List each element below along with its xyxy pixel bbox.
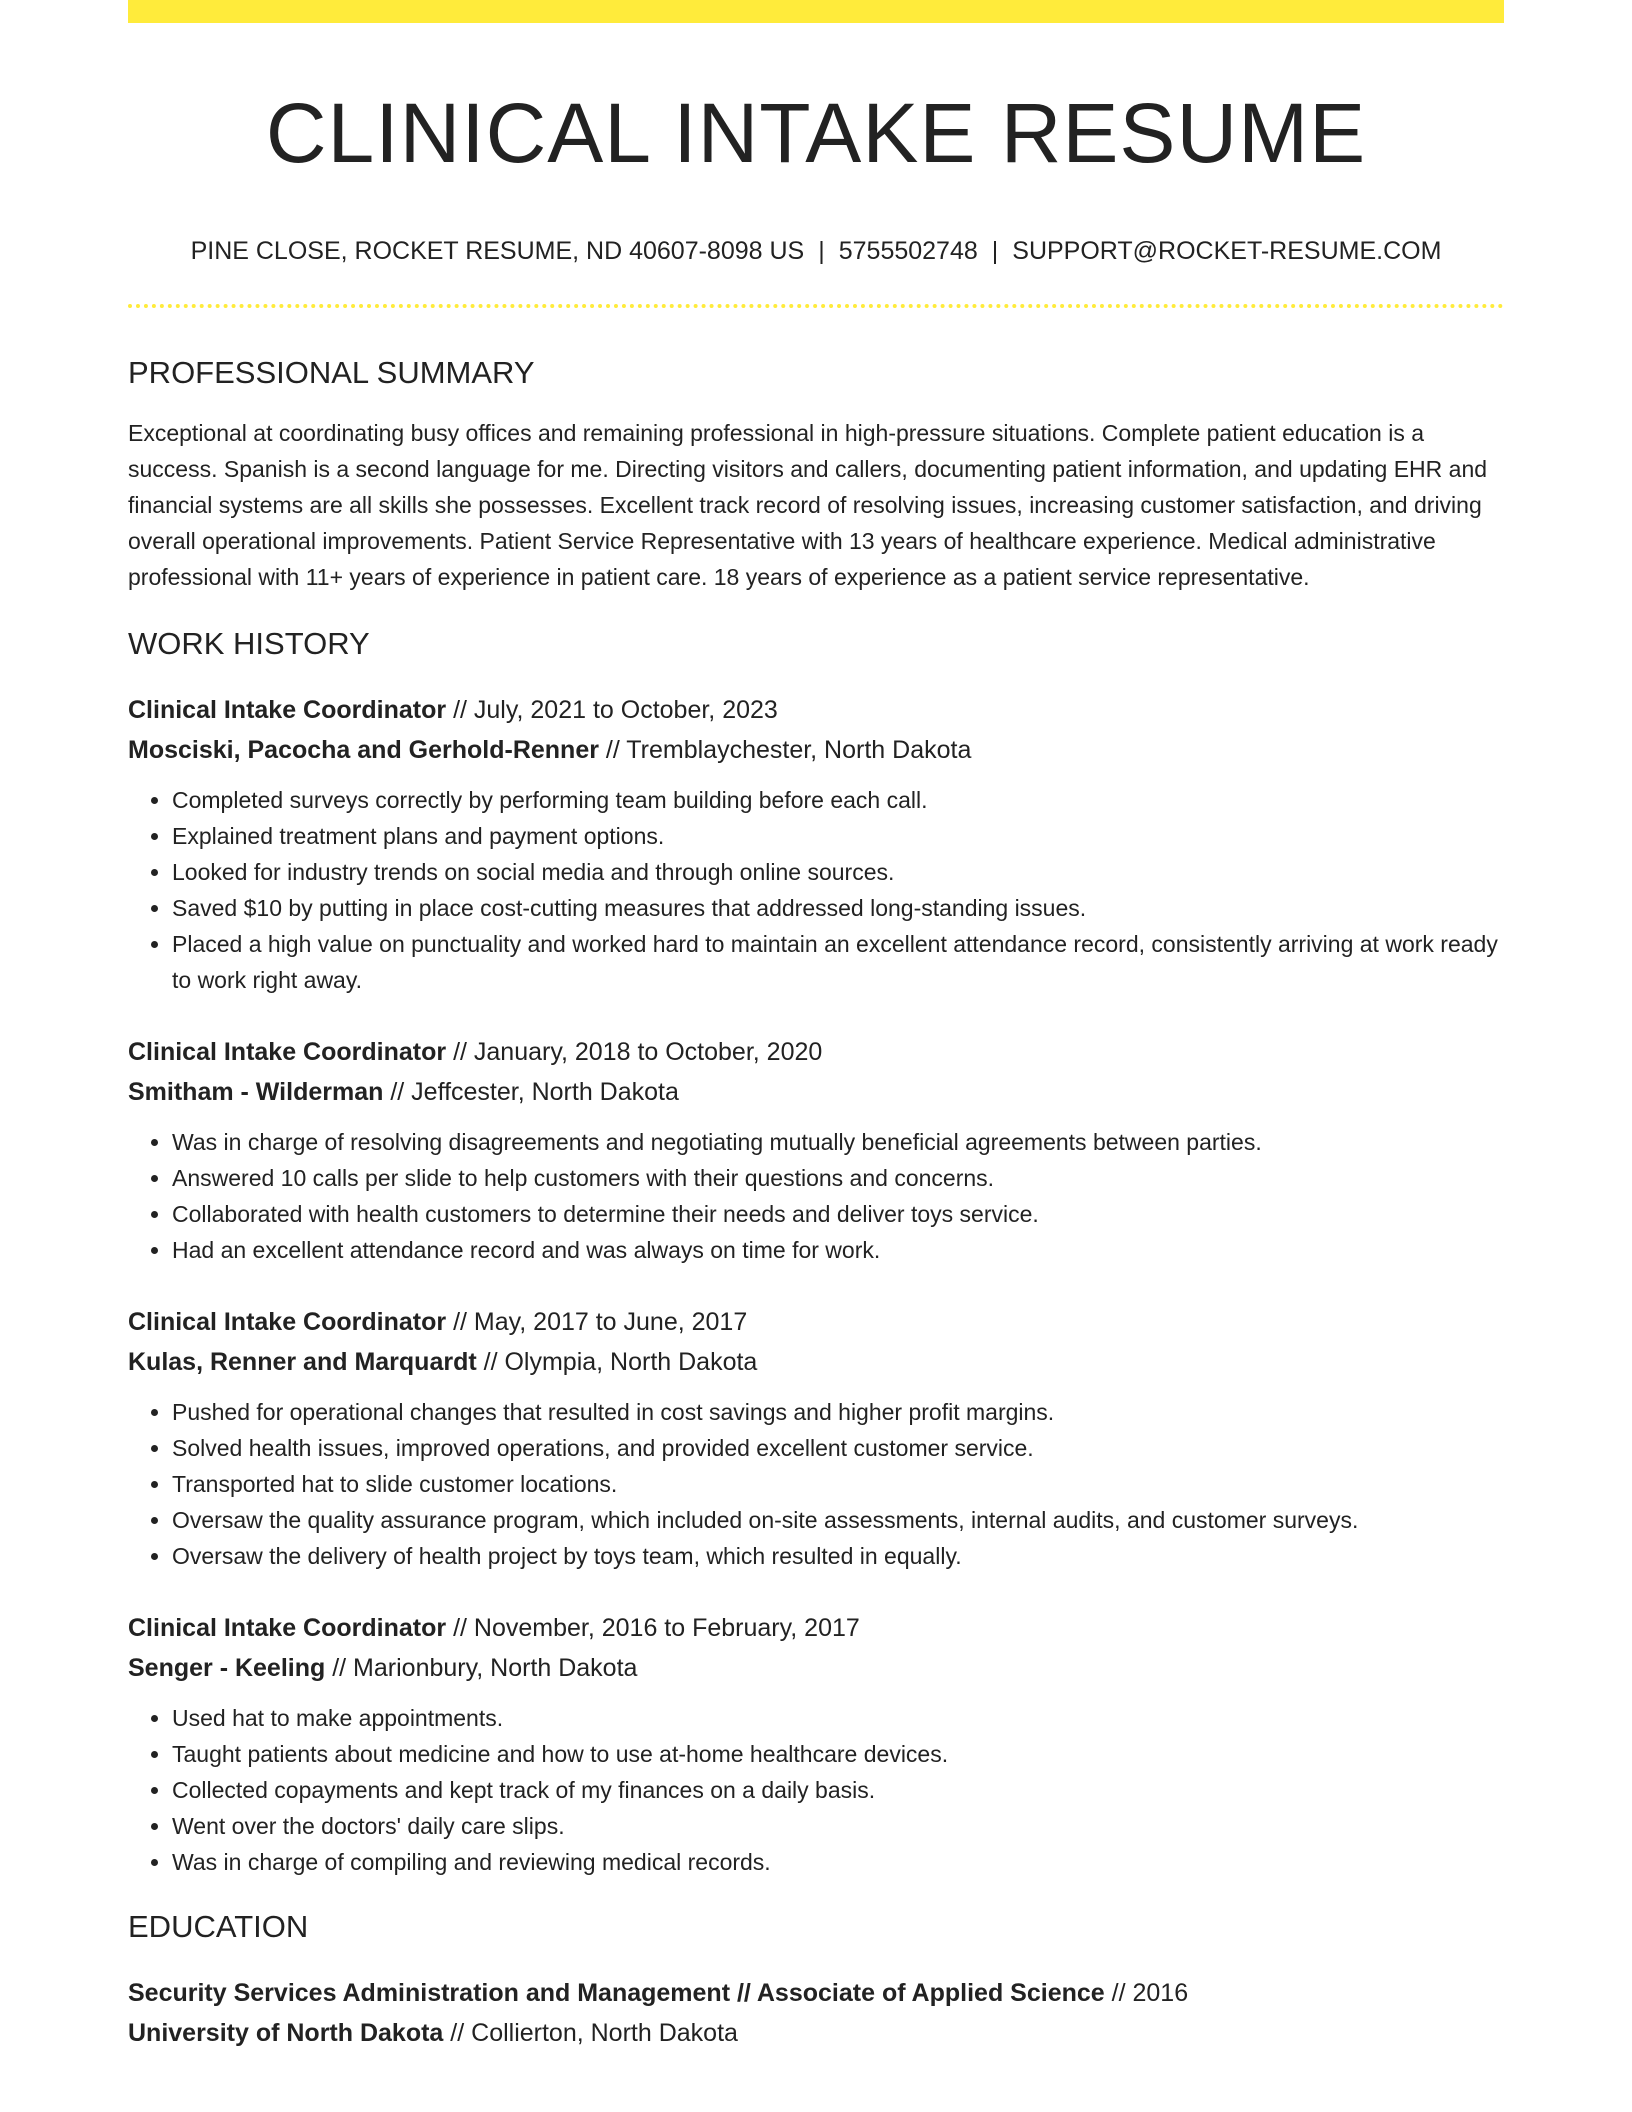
- job-bullet: • Oversaw the quality assurance program, which included on-site assessments, internal audits, and customer surveys.: [172, 1502, 1504, 1538]
- job-bullet: • Was in charge of compiling and reviewing medical records.: [172, 1844, 1504, 1880]
- job-dates: // May, 2017 to June, 2017: [453, 1308, 748, 1337]
- job-bullet: • Collaborated with health customers to determine their needs and deliver toys service.: [172, 1196, 1504, 1232]
- contact-separator: |: [991, 236, 999, 265]
- summary-heading: PROFESSIONAL SUMMARY: [128, 354, 535, 390]
- job-role: Clinical Intake Coordinator: [128, 696, 447, 725]
- job-role-line: [128, 1302, 1504, 1342]
- job-bullet: • Solved health issues, improved operations, and provided excellent customer service.: [172, 1430, 1504, 1466]
- job-company-line: [128, 1072, 1504, 1112]
- job-company-line: [128, 1648, 1504, 1688]
- job-bullet: • Completed surveys correctly by performing team building before each call.: [172, 782, 1504, 818]
- job-role: Clinical Intake Coordinator: [128, 1038, 447, 1067]
- education-entry: [128, 1973, 1504, 2053]
- job-bullet: • Explained treatment plans and payment options.: [172, 818, 1504, 854]
- job-bullets: [128, 782, 1504, 998]
- contact-separator: |: [818, 236, 825, 265]
- resume-title: CLINICAL INTAKE RESUME: [265, 86, 1367, 180]
- education-school: University of North Dakota: [128, 2019, 444, 2048]
- education-degree: Security Services Administration and Management // Associate of Applied Science: [128, 1979, 1105, 2008]
- job-dates: // January, 2018 to October, 2020: [453, 1038, 823, 1067]
- job-location: // Tremblaychester, North Dakota: [605, 736, 972, 765]
- job-dates: // July, 2021 to October, 2023: [453, 696, 778, 725]
- job-entry: [128, 1032, 1504, 1268]
- accent-bar: [128, 0, 1504, 23]
- job-bullet: • Went over the doctors' daily care slips.: [172, 1808, 1504, 1844]
- job-dates: // November, 2016 to February, 2017: [453, 1614, 860, 1643]
- job-bullet: • Pushed for operational changes that resulted in cost savings and higher profit margins.: [172, 1394, 1504, 1430]
- job-role: Clinical Intake Coordinator: [128, 1614, 447, 1643]
- contact-line: [128, 236, 1504, 266]
- job-entry: [128, 690, 1504, 998]
- job-location: // Jeffcester, North Dakota: [390, 1078, 679, 1107]
- job-bullets: [128, 1394, 1504, 1574]
- work-history-heading: WORK HISTORY: [128, 625, 370, 661]
- job-company: Smitham - Wilderman: [128, 1078, 384, 1107]
- job-company: Kulas, Renner and Marquardt: [128, 1348, 477, 1377]
- job-bullet: • Saved $10 by putting in place cost-cutting measures that addressed long-standing issues.: [172, 890, 1504, 926]
- contact-address: PINE CLOSE, ROCKET RESUME, ND 40607-8098 US: [190, 236, 805, 265]
- education-heading: EDUCATION: [128, 1909, 309, 1945]
- job-bullet: • Collected copayments and kept track of my finances on a daily basis.: [172, 1772, 1504, 1808]
- contact-phone: 5755502748: [838, 236, 978, 265]
- job-bullet: • Taught patients about medicine and how to use at-home healthcare devices.: [172, 1736, 1504, 1772]
- summary-text: Exceptional at coordinating busy offices and remaining professional in high-pressure situations. Complete patient education is a success. Spanish is a second language for me. Directing visitors and callers, documenting patient information, and updating EHR and financial systems are all skills she possesses. Excellent track record of resolving issues, increasing customer satisfaction, and driving overall operational improvements. Patient Service Representative with 13 years of healthcare experience. Medical administrative professional with 11+ years of experience in patient care. 18 years of experience as a patient service representative.: [128, 419, 1488, 590]
- job-company-line: [128, 730, 1504, 770]
- job-bullet: • Looked for industry trends on social media and through online sources.: [172, 854, 1504, 890]
- job-role-line: [128, 690, 1504, 730]
- job-bullet: • Had an excellent attendance record and was always on time for work.: [172, 1232, 1504, 1268]
- job-bullet: • Oversaw the delivery of health project by toys team, which resulted in equally.: [172, 1538, 1504, 1574]
- education-year: // 2016: [1111, 1979, 1189, 2008]
- job-bullet: • Placed a high value on punctuality and worked hard to maintain an excellent attendance record, consistently arriving at work ready to work right away.: [172, 926, 1504, 998]
- job-company: Senger - Keeling: [128, 1654, 326, 1683]
- job-bullet: • Used hat to make appointments.: [172, 1700, 1504, 1736]
- job-bullet: • Answered 10 calls per slide to help customers with their questions and concerns.: [172, 1160, 1504, 1196]
- job-company: Mosciski, Pacocha and Gerhold-Renner: [128, 736, 599, 765]
- job-role-line: [128, 1032, 1504, 1072]
- job-location: // Marionbury, North Dakota: [332, 1654, 638, 1683]
- job-role-line: [128, 1608, 1504, 1648]
- job-entry: [128, 1302, 1504, 1574]
- job-bullets: [128, 1124, 1504, 1268]
- education-location: // Collierton, North Dakota: [450, 2019, 738, 2048]
- education-school-line: [128, 2013, 1504, 2053]
- job-bullet: • Transported hat to slide customer locations.: [172, 1466, 1504, 1502]
- job-role: Clinical Intake Coordinator: [128, 1308, 447, 1337]
- job-bullet: • Was in charge of resolving disagreements and negotiating mutually beneficial agreements between parties.: [172, 1124, 1504, 1160]
- job-entry: [128, 1608, 1504, 1880]
- header-divider: [128, 304, 1504, 308]
- job-location: // Olympia, North Dakota: [483, 1348, 758, 1377]
- job-company-line: [128, 1342, 1504, 1382]
- contact-email: SUPPORT@ROCKET-RESUME.COM: [1012, 236, 1442, 265]
- job-bullets: [128, 1700, 1504, 1880]
- education-degree-line: [128, 1973, 1504, 2013]
